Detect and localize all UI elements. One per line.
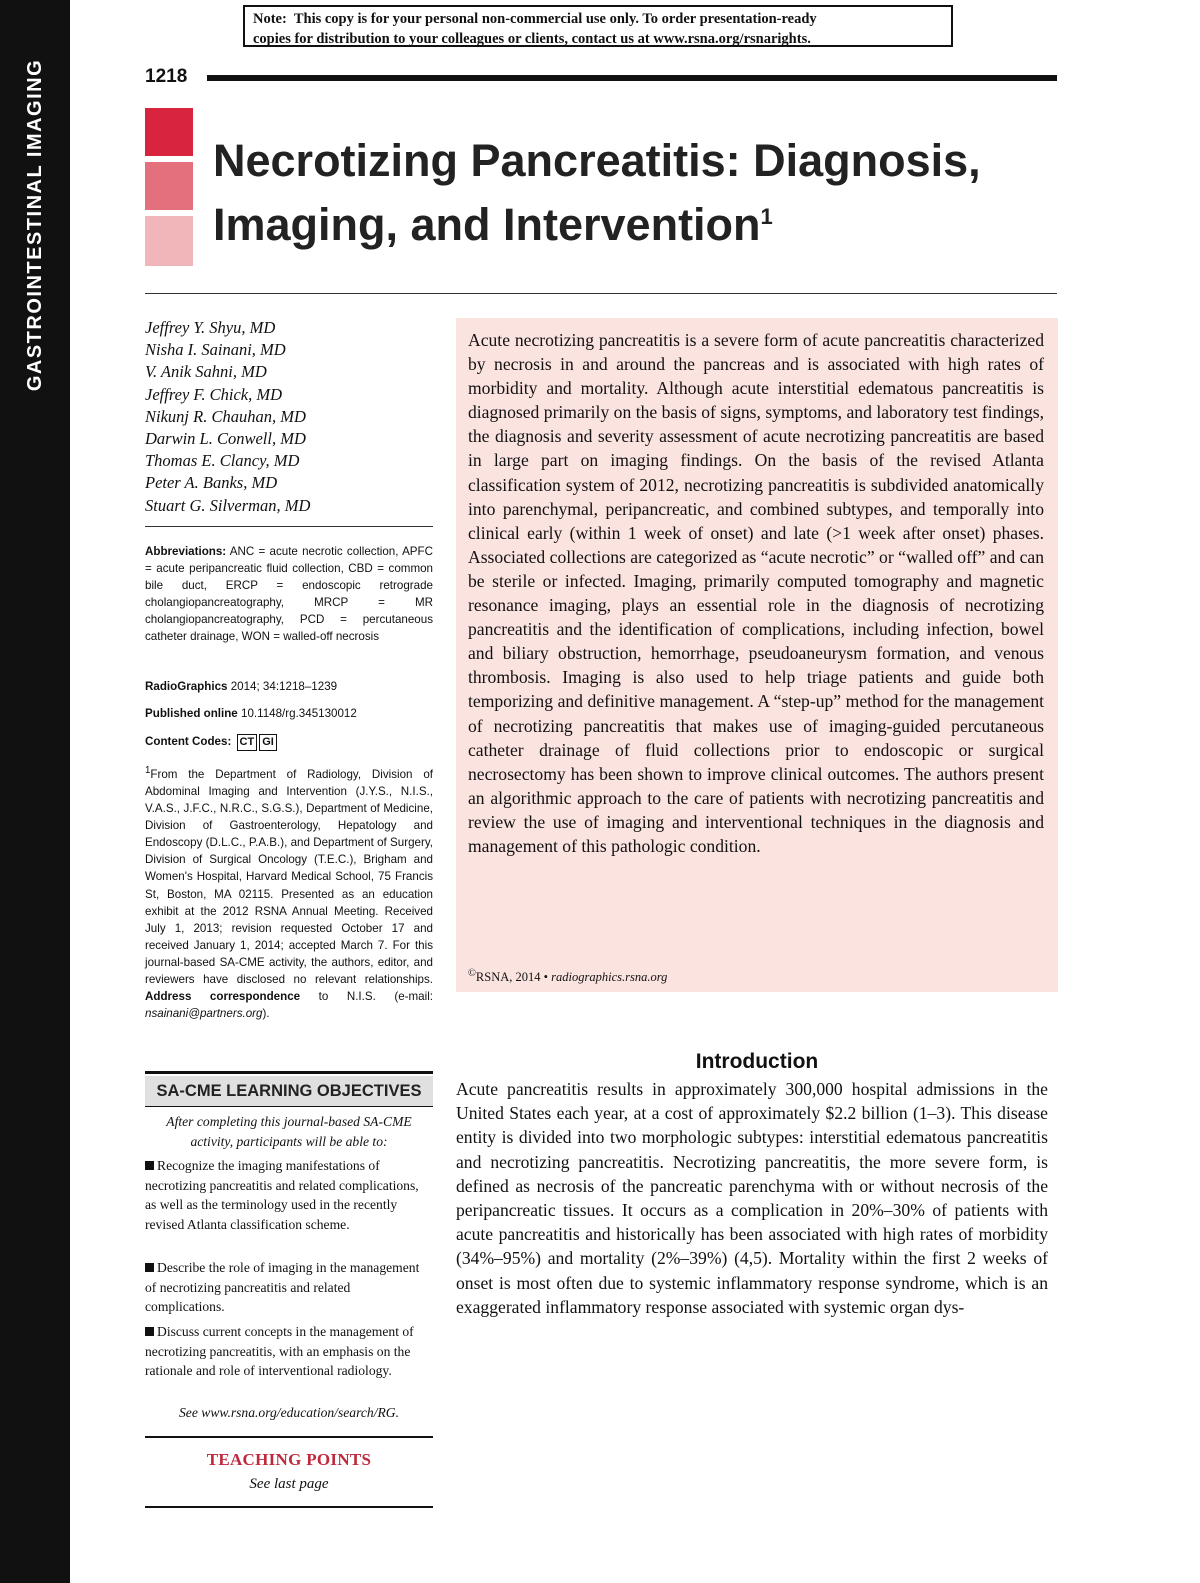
cme-objective-text: Describe the role of imaging in the management of necrotizing pancreatitis and related complications. (145, 1260, 420, 1314)
cme-objective (145, 1322, 433, 1381)
cme-rule-end (145, 1436, 433, 1438)
copyright-mark: © (468, 968, 476, 979)
citation (145, 678, 433, 695)
title-line-1: Necrotizing Pancreatitis: Diagnosis, (213, 135, 981, 186)
top-rule (207, 75, 1057, 81)
author: Nisha I. Sainani, MD (145, 340, 286, 360)
teaching-points-heading: TEACHING POINTS (206, 1450, 372, 1469)
cme-intro: After completing this journal-based SA-CME activity, participants will be able to: (166, 1114, 412, 1149)
author: Nikunj R. Chauhan, MD (145, 406, 306, 426)
author: Peter A. Banks, MD (145, 473, 278, 493)
published-doi: 10.1148/rg.345130012 (241, 707, 357, 720)
cme-rule-bottom (145, 1106, 433, 1107)
author: Stuart G. Silverman, MD (145, 495, 311, 515)
title-footnote-mark: 1 (760, 204, 773, 229)
cme-objective (145, 1258, 433, 1317)
citation-details: 2014; 34:1218–1239 (230, 680, 338, 693)
cme-objective-text: Recognize the imaging manifestations of necrotizing pancreatitis and related complications, as well as the terminology used in the recently revised Atlanta classification scheme. (145, 1158, 419, 1232)
title-line-2-text: Imaging, and Intervention (213, 199, 761, 250)
copyright-text: RSNA, 2014 • (475, 970, 549, 985)
article-title (213, 133, 1063, 253)
introduction-text: Acute pancreatitis results in approximately 300,000 hospital admissions in the United States each year, at a cost of approximately $2.2 billion (1–3). This disease entity is divided into two morphologic subtypes: interstitial edematous pancreatitis and necrotizing pancreatitis. Necrotizing pancreatitis, the more severe form, is defined as necrosis of the pancreatic parenchyma with or without necrosis of the peripancreatic tissues. It occurs as a complication in 20%–30% of patients with acute pancreatitis and historically has been associated with high rates of morbidity (34%–95%) and mortality (2%–39%) (4,5). Mortality within the first 2 weeks of onset is most often due to systemic inflammatory response syndrome, which is an exaggerated inflammatory response associated with systemic organ dys- (456, 1079, 1048, 1317)
bullet-square-icon (145, 1327, 154, 1336)
affiliation-text: From the Department of Radiology, Division of Abdominal Imaging and Intervention (J.Y.S., N.I.S., V.A.S., J.F.C., N.R.C., S.G.S.), Department of Medicine, Division of Gastroenterology, Hepatology and Endoscopy (D.L.C., P.A.B.), and Department of Surgery, Division of Surgical Oncology (T.E.C.), Brigham and Women's Hospital, Harvard Medical School, 75 Francis St, Boston, MA 02115. Presented as an education exhibit at the 2012 RSNA Annual Meeting. Received July 1, 2013; revision requested October 17 and received January 1, 2014; accepted March 7. For this journal-based SA-CME activity, the authors, editor, and reviewers have disclosed no relevant relationships. (145, 767, 433, 986)
cme-objective-text: Discuss current concepts in the management of necrotizing pancreatitis, with an emphasis on the rationale and role of interventional radiology. (145, 1324, 414, 1378)
cme-heading: SA-CME LEARNING OBJECTIVES (145, 1076, 433, 1106)
affiliation-footnote (145, 762, 433, 1022)
content-code-badge: CT (237, 734, 258, 751)
note-prefix: Note: (253, 11, 287, 27)
author: Jeffrey F. Chick, MD (145, 384, 282, 404)
bullet-square-icon (145, 1263, 154, 1272)
page-number: 1218 (145, 66, 188, 87)
title-line-2 (213, 189, 1063, 253)
correspondence-label: Address correspondence (145, 990, 301, 1004)
published-online (145, 705, 433, 722)
authors-rule (145, 526, 433, 527)
content-code-badge: GI (259, 734, 277, 751)
teaching-points-sub: See last page (249, 1476, 329, 1492)
side-band (0, 0, 70, 1583)
accent-block-dark (145, 108, 193, 156)
introduction-heading: Introduction (695, 1050, 819, 1073)
author: Thomas E. Clancy, MD (145, 451, 300, 471)
affiliation-mark: 1 (145, 765, 151, 776)
note-box (243, 5, 953, 47)
abbreviations-text: ANC = acute necrotic collection, APFC = acute peripancreatic fluid collection, CBD = common bile duct, ERCP = endoscopic retrograde cholangiopancreatography, MRCP = MR cholangiopancreatography, PCD = percutaneous catheter drainage, WON = walled-off necrosis (145, 545, 433, 644)
content-codes-label: Content Codes: (145, 735, 232, 748)
accent-block-mid (145, 162, 193, 210)
copyright (468, 968, 667, 985)
note-line1-text: This copy is for your personal non-commercial use only. To order presentation-ready (293, 11, 817, 27)
note-line-2: copies for distribution to your colleagues or clients, contact us at www.rsna.org/rsnarights. (253, 31, 811, 47)
title-rule (145, 293, 1057, 294)
cme-objective (145, 1156, 433, 1234)
correspondence-text: to N.I.S. (e-mail: (318, 990, 433, 1004)
author: Jeffrey Y. Shyu, MD (145, 318, 276, 337)
author: Darwin L. Conwell, MD (145, 429, 306, 449)
abbreviations-label: Abbreviations: (145, 545, 227, 558)
cme-see-link[interactable]: See www.rsna.org/education/search/RG. (179, 1405, 399, 1420)
bullet-square-icon (145, 1161, 154, 1170)
note-line-1 (253, 9, 951, 29)
published-label: Published online (145, 707, 238, 720)
author-list (145, 317, 310, 517)
citation-journal: RadioGraphics (145, 680, 228, 693)
section-label: GASTROINTESTINAL IMAGING (24, 58, 46, 392)
accent-block-light (145, 216, 193, 266)
abstract-text: Acute necrotizing pancreatitis is a severe form of acute pancreatitis characterized by necrosis in and around the pancreas and is associated with high rates of morbidity and mortality. Although acute interstitial edematous pancreatitis is diagnosed primarily on the basis of signs, symptoms, and laboratory test findings, the diagnosis and severity assessment of acute necrotizing pancreatitis are based in large part on imaging findings. On the basis of the revised Atlanta classification system of 2012, necrotizing pancreatitis is subdivided anatomically into parenchymal, peripancreatic, and combined subtypes, and temporally into clinical early (within 1 week of onset) and late (>1 week after onset) phases. Associated collections are categorized as “acute necrotic” or “walled off” and can be sterile or infected. Imaging, primarily computed tomography and magnetic resonance imaging, plays an essential role in the diagnosis of necrotizing pancreatitis and the identification of complications, including infection, bowel and biliary obstruction, hemorrhage, pseudoaneurysm formation, and venous thrombosis. Imaging is also used to help triage patients and guide both temporizing and definitive management. A “step-up” method for the management of necrotizing pancreatitis that makes use of imaging-guided percutaneous catheter drainage of fluid collections prior to endoscopic or surgical necrosectomy has been shown to improve clinical outcomes. The authors present an algorithmic approach to the care of patients with necrotizing pancreatitis and review the use of imaging and interventional techniques in the diagnosis and management of this pathologic condition. (468, 330, 1044, 856)
correspondence-email[interactable]: nsainani@partners.org (145, 1007, 263, 1021)
teaching-points-rule (145, 1506, 433, 1508)
author: V. Anik Sahni, MD (145, 362, 267, 382)
cme-rule-top (145, 1071, 433, 1074)
copyright-site[interactable]: radiographics.rsna.org (551, 970, 668, 985)
correspondence-end: ). (262, 1007, 270, 1021)
abbreviations (145, 543, 433, 646)
content-codes (145, 733, 433, 751)
